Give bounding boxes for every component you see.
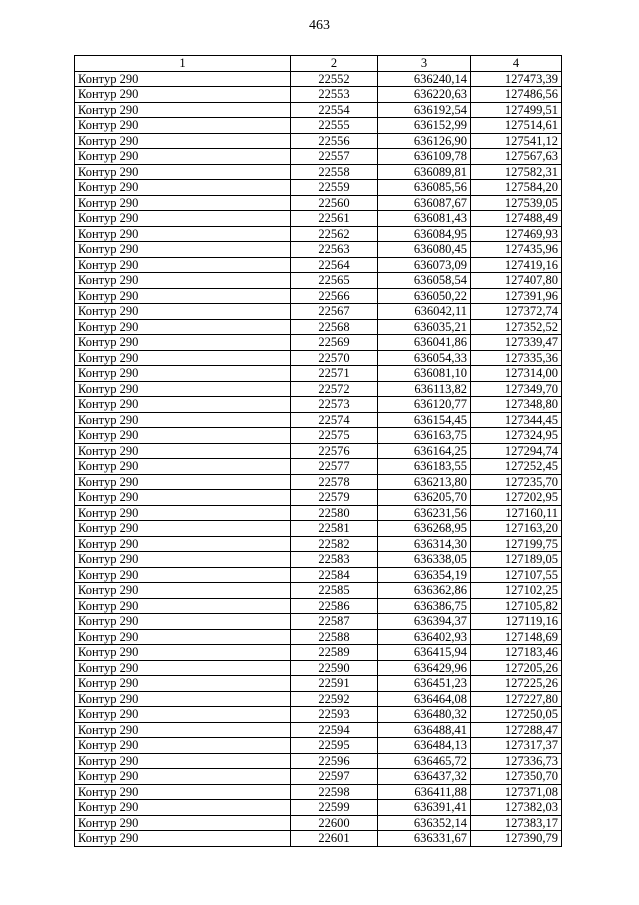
x-coordinate-cell: 636113,82: [378, 381, 471, 397]
x-coordinate-cell: 636154,45: [378, 412, 471, 428]
point-number-cell: 22574: [291, 412, 378, 428]
point-number-cell: 22596: [291, 753, 378, 769]
x-coordinate-cell: 636192,54: [378, 102, 471, 118]
y-coordinate-cell: 127227,80: [471, 691, 562, 707]
point-number-cell: 22558: [291, 164, 378, 180]
contour-name-cell: Контур 290: [75, 474, 291, 490]
y-coordinate-cell: 127371,08: [471, 784, 562, 800]
x-coordinate-cell: 636054,33: [378, 350, 471, 366]
x-coordinate-cell: 636050,22: [378, 288, 471, 304]
table-row: [75, 195, 562, 211]
table-body: [75, 71, 562, 846]
point-number-cell: 22566: [291, 288, 378, 304]
contour-name-cell: Контур 290: [75, 676, 291, 692]
table-row: [75, 164, 562, 180]
y-coordinate-cell: 127584,20: [471, 180, 562, 196]
contour-name-cell: Контур 290: [75, 459, 291, 475]
table-row: [75, 583, 562, 599]
x-coordinate-cell: 636429,96: [378, 660, 471, 676]
contour-name-cell: Контур 290: [75, 831, 291, 847]
table-row: [75, 397, 562, 413]
contour-name-cell: Контур 290: [75, 319, 291, 335]
y-coordinate-cell: 127119,16: [471, 614, 562, 630]
table-row: [75, 180, 562, 196]
point-number-cell: 22591: [291, 676, 378, 692]
contour-name-cell: Контур 290: [75, 521, 291, 537]
table-header-row: [75, 56, 562, 72]
contour-name-cell: Контур 290: [75, 102, 291, 118]
y-coordinate-cell: 127390,79: [471, 831, 562, 847]
y-coordinate-cell: 127148,69: [471, 629, 562, 645]
y-coordinate-cell: 127107,55: [471, 567, 562, 583]
point-number-cell: 22580: [291, 505, 378, 521]
contour-name-cell: Контур 290: [75, 428, 291, 444]
point-number-cell: 22568: [291, 319, 378, 335]
table-row: [75, 738, 562, 754]
contour-name-cell: Контур 290: [75, 505, 291, 521]
table-row: [75, 629, 562, 645]
contour-name-cell: Контур 290: [75, 397, 291, 413]
y-coordinate-cell: 127250,05: [471, 707, 562, 723]
y-coordinate-cell: 127539,05: [471, 195, 562, 211]
contour-name-cell: Контур 290: [75, 490, 291, 506]
contour-name-cell: Контур 290: [75, 71, 291, 87]
x-coordinate-cell: 636035,21: [378, 319, 471, 335]
contour-name-cell: Контур 290: [75, 614, 291, 630]
y-coordinate-cell: 127407,80: [471, 273, 562, 289]
x-coordinate-cell: 636164,25: [378, 443, 471, 459]
table-row: [75, 133, 562, 149]
point-number-cell: 22597: [291, 769, 378, 785]
y-coordinate-cell: 127541,12: [471, 133, 562, 149]
contour-name-cell: Контур 290: [75, 583, 291, 599]
point-number-cell: 22598: [291, 784, 378, 800]
y-coordinate-cell: 127314,00: [471, 366, 562, 382]
y-coordinate-cell: 127382,03: [471, 800, 562, 816]
point-number-cell: 22589: [291, 645, 378, 661]
contour-name-cell: Контур 290: [75, 273, 291, 289]
point-number-cell: 22575: [291, 428, 378, 444]
point-number-cell: 22554: [291, 102, 378, 118]
point-number-cell: 22593: [291, 707, 378, 723]
contour-name-cell: Контур 290: [75, 381, 291, 397]
contour-name-cell: Контур 290: [75, 722, 291, 738]
page-number: 463: [309, 18, 330, 33]
contour-name-cell: Контур 290: [75, 304, 291, 320]
point-number-cell: 22569: [291, 335, 378, 351]
y-coordinate-cell: 127294,74: [471, 443, 562, 459]
point-number-cell: 22578: [291, 474, 378, 490]
point-number-cell: 22553: [291, 87, 378, 103]
x-coordinate-cell: 636231,56: [378, 505, 471, 521]
point-number-cell: 22570: [291, 350, 378, 366]
table-row: [75, 474, 562, 490]
point-number-cell: 22573: [291, 397, 378, 413]
table-row: [75, 381, 562, 397]
x-coordinate-cell: 636268,95: [378, 521, 471, 537]
x-coordinate-cell: 636464,08: [378, 691, 471, 707]
x-coordinate-cell: 636437,32: [378, 769, 471, 785]
point-number-cell: 22601: [291, 831, 378, 847]
x-coordinate-cell: 636080,45: [378, 242, 471, 258]
table-row: [75, 257, 562, 273]
contour-name-cell: Контур 290: [75, 412, 291, 428]
point-number-cell: 22579: [291, 490, 378, 506]
point-number-cell: 22590: [291, 660, 378, 676]
point-number-cell: 22562: [291, 226, 378, 242]
table-row: [75, 676, 562, 692]
x-coordinate-cell: 636087,67: [378, 195, 471, 211]
x-coordinate-cell: 636314,30: [378, 536, 471, 552]
point-number-cell: 22584: [291, 567, 378, 583]
table-row: [75, 412, 562, 428]
point-number-cell: 22577: [291, 459, 378, 475]
x-coordinate-cell: 636042,11: [378, 304, 471, 320]
table-row: [75, 521, 562, 537]
x-coordinate-cell: 636058,54: [378, 273, 471, 289]
y-coordinate-cell: 127183,46: [471, 645, 562, 661]
contour-name-cell: Контур 290: [75, 443, 291, 459]
point-number-cell: 22585: [291, 583, 378, 599]
x-coordinate-cell: 636220,63: [378, 87, 471, 103]
y-coordinate-cell: 127486,56: [471, 87, 562, 103]
point-number-cell: 22552: [291, 71, 378, 87]
x-coordinate-cell: 636240,14: [378, 71, 471, 87]
y-coordinate-cell: 127419,16: [471, 257, 562, 273]
x-coordinate-cell: 636484,13: [378, 738, 471, 754]
contour-name-cell: Контур 290: [75, 118, 291, 134]
point-number-cell: 22563: [291, 242, 378, 258]
x-coordinate-cell: 636411,88: [378, 784, 471, 800]
contour-name-cell: Контур 290: [75, 133, 291, 149]
contour-name-cell: Контур 290: [75, 800, 291, 816]
table-row: [75, 567, 562, 583]
contour-name-cell: Контур 290: [75, 350, 291, 366]
point-number-cell: 22592: [291, 691, 378, 707]
table-row: [75, 366, 562, 382]
contour-name-cell: Контур 290: [75, 738, 291, 754]
table-row: [75, 288, 562, 304]
contour-name-cell: Контур 290: [75, 784, 291, 800]
x-coordinate-cell: 636089,81: [378, 164, 471, 180]
y-coordinate-cell: 127335,36: [471, 350, 562, 366]
point-number-cell: 22559: [291, 180, 378, 196]
point-number-cell: 22564: [291, 257, 378, 273]
x-coordinate-cell: 636352,14: [378, 815, 471, 831]
table-row: [75, 350, 562, 366]
table-row: [75, 722, 562, 738]
y-coordinate-cell: 127317,37: [471, 738, 562, 754]
y-coordinate-cell: 127350,70: [471, 769, 562, 785]
y-coordinate-cell: 127582,31: [471, 164, 562, 180]
contour-name-cell: Контур 290: [75, 87, 291, 103]
table-row: [75, 319, 562, 335]
y-coordinate-cell: 127163,20: [471, 521, 562, 537]
table-row: [75, 304, 562, 320]
y-coordinate-cell: 127324,95: [471, 428, 562, 444]
x-coordinate-cell: 636402,93: [378, 629, 471, 645]
contour-name-cell: Контур 290: [75, 567, 291, 583]
y-coordinate-cell: 127567,63: [471, 149, 562, 165]
y-coordinate-cell: 127344,45: [471, 412, 562, 428]
x-coordinate-cell: 636480,32: [378, 707, 471, 723]
x-coordinate-cell: 636120,77: [378, 397, 471, 413]
y-coordinate-cell: 127252,45: [471, 459, 562, 475]
point-number-cell: 22594: [291, 722, 378, 738]
x-coordinate-cell: 636183,55: [378, 459, 471, 475]
table-row: [75, 614, 562, 630]
x-coordinate-cell: 636109,78: [378, 149, 471, 165]
table-row: [75, 552, 562, 568]
table-row: [75, 707, 562, 723]
table-row: [75, 211, 562, 227]
y-coordinate-cell: 127352,52: [471, 319, 562, 335]
table-row: [75, 831, 562, 847]
contour-name-cell: Контур 290: [75, 226, 291, 242]
contour-name-cell: Контур 290: [75, 645, 291, 661]
x-coordinate-cell: 636126,90: [378, 133, 471, 149]
point-number-cell: 22581: [291, 521, 378, 537]
point-number-cell: 22561: [291, 211, 378, 227]
column-header-3: 3: [378, 56, 471, 72]
column-header-4: 4: [471, 56, 562, 72]
contour-name-cell: Контур 290: [75, 660, 291, 676]
contour-name-cell: Контур 290: [75, 288, 291, 304]
y-coordinate-cell: 127372,74: [471, 304, 562, 320]
contour-name-cell: Контур 290: [75, 149, 291, 165]
table-row: [75, 815, 562, 831]
x-coordinate-cell: 636354,19: [378, 567, 471, 583]
x-coordinate-cell: 636391,41: [378, 800, 471, 816]
table-row: [75, 118, 562, 134]
table-row: [75, 273, 562, 289]
column-header-1: 1: [75, 56, 291, 72]
table-row: [75, 660, 562, 676]
y-coordinate-cell: 127199,75: [471, 536, 562, 552]
y-coordinate-cell: 127435,96: [471, 242, 562, 258]
x-coordinate-cell: 636331,67: [378, 831, 471, 847]
y-coordinate-cell: 127514,61: [471, 118, 562, 134]
contour-name-cell: Контур 290: [75, 180, 291, 196]
point-number-cell: 22556: [291, 133, 378, 149]
x-coordinate-cell: 636338,05: [378, 552, 471, 568]
point-number-cell: 22600: [291, 815, 378, 831]
point-number-cell: 22595: [291, 738, 378, 754]
point-number-cell: 22557: [291, 149, 378, 165]
table-row: [75, 505, 562, 521]
point-number-cell: 22555: [291, 118, 378, 134]
x-coordinate-cell: 636465,72: [378, 753, 471, 769]
x-coordinate-cell: 636085,56: [378, 180, 471, 196]
contour-name-cell: Контур 290: [75, 769, 291, 785]
point-number-cell: 22587: [291, 614, 378, 630]
x-coordinate-cell: 636205,70: [378, 490, 471, 506]
point-number-cell: 22582: [291, 536, 378, 552]
y-coordinate-cell: 127102,25: [471, 583, 562, 599]
x-coordinate-cell: 636362,86: [378, 583, 471, 599]
contour-name-cell: Контур 290: [75, 242, 291, 258]
x-coordinate-cell: 636213,80: [378, 474, 471, 490]
y-coordinate-cell: 127349,70: [471, 381, 562, 397]
y-coordinate-cell: 127383,17: [471, 815, 562, 831]
table-row: [75, 536, 562, 552]
table-row: [75, 226, 562, 242]
table-row: [75, 784, 562, 800]
point-number-cell: 22560: [291, 195, 378, 211]
point-number-cell: 22572: [291, 381, 378, 397]
table-row: [75, 102, 562, 118]
contour-name-cell: Контур 290: [75, 552, 291, 568]
y-coordinate-cell: 127205,26: [471, 660, 562, 676]
y-coordinate-cell: 127288,47: [471, 722, 562, 738]
point-number-cell: 22571: [291, 366, 378, 382]
contour-name-cell: Контур 290: [75, 164, 291, 180]
point-number-cell: 22583: [291, 552, 378, 568]
x-coordinate-cell: 636073,09: [378, 257, 471, 273]
y-coordinate-cell: 127469,93: [471, 226, 562, 242]
contour-name-cell: Контур 290: [75, 691, 291, 707]
point-number-cell: 22565: [291, 273, 378, 289]
table-row: [75, 645, 562, 661]
x-coordinate-cell: 636386,75: [378, 598, 471, 614]
y-coordinate-cell: 127488,49: [471, 211, 562, 227]
contour-name-cell: Контур 290: [75, 536, 291, 552]
y-coordinate-cell: 127160,11: [471, 505, 562, 521]
table-row: [75, 149, 562, 165]
point-number-cell: 22586: [291, 598, 378, 614]
x-coordinate-cell: 636152,99: [378, 118, 471, 134]
contour-name-cell: Контур 290: [75, 598, 291, 614]
x-coordinate-cell: 636081,10: [378, 366, 471, 382]
x-coordinate-cell: 636163,75: [378, 428, 471, 444]
x-coordinate-cell: 636081,43: [378, 211, 471, 227]
y-coordinate-cell: 127336,73: [471, 753, 562, 769]
table-row: [75, 598, 562, 614]
y-coordinate-cell: 127348,80: [471, 397, 562, 413]
table-row: [75, 443, 562, 459]
table-row: [75, 769, 562, 785]
table-row: [75, 490, 562, 506]
point-number-cell: 22599: [291, 800, 378, 816]
y-coordinate-cell: 127105,82: [471, 598, 562, 614]
table-row: [75, 71, 562, 87]
y-coordinate-cell: 127391,96: [471, 288, 562, 304]
table-row: [75, 87, 562, 103]
y-coordinate-cell: 127473,39: [471, 71, 562, 87]
coordinates-table: [74, 55, 562, 847]
table-row: [75, 691, 562, 707]
x-coordinate-cell: 636041,86: [378, 335, 471, 351]
contour-name-cell: Контур 290: [75, 707, 291, 723]
table-row: [75, 242, 562, 258]
contour-name-cell: Контур 290: [75, 366, 291, 382]
y-coordinate-cell: 127499,51: [471, 102, 562, 118]
contour-name-cell: Контур 290: [75, 629, 291, 645]
x-coordinate-cell: 636451,23: [378, 676, 471, 692]
contour-name-cell: Контур 290: [75, 753, 291, 769]
y-coordinate-cell: 127339,47: [471, 335, 562, 351]
y-coordinate-cell: 127189,05: [471, 552, 562, 568]
table-row: [75, 753, 562, 769]
table-row: [75, 800, 562, 816]
contour-name-cell: Контур 290: [75, 195, 291, 211]
x-coordinate-cell: 636488,41: [378, 722, 471, 738]
contour-name-cell: Контур 290: [75, 257, 291, 273]
point-number-cell: 22567: [291, 304, 378, 320]
contour-name-cell: Контур 290: [75, 211, 291, 227]
y-coordinate-cell: 127202,95: [471, 490, 562, 506]
contour-name-cell: Контур 290: [75, 815, 291, 831]
x-coordinate-cell: 636415,94: [378, 645, 471, 661]
table-row: [75, 335, 562, 351]
contour-name-cell: Контур 290: [75, 335, 291, 351]
y-coordinate-cell: 127235,70: [471, 474, 562, 490]
y-coordinate-cell: 127225,26: [471, 676, 562, 692]
x-coordinate-cell: 636084,95: [378, 226, 471, 242]
x-coordinate-cell: 636394,37: [378, 614, 471, 630]
point-number-cell: 22588: [291, 629, 378, 645]
table-row: [75, 459, 562, 475]
table-row: [75, 428, 562, 444]
column-header-2: 2: [291, 56, 378, 72]
point-number-cell: 22576: [291, 443, 378, 459]
